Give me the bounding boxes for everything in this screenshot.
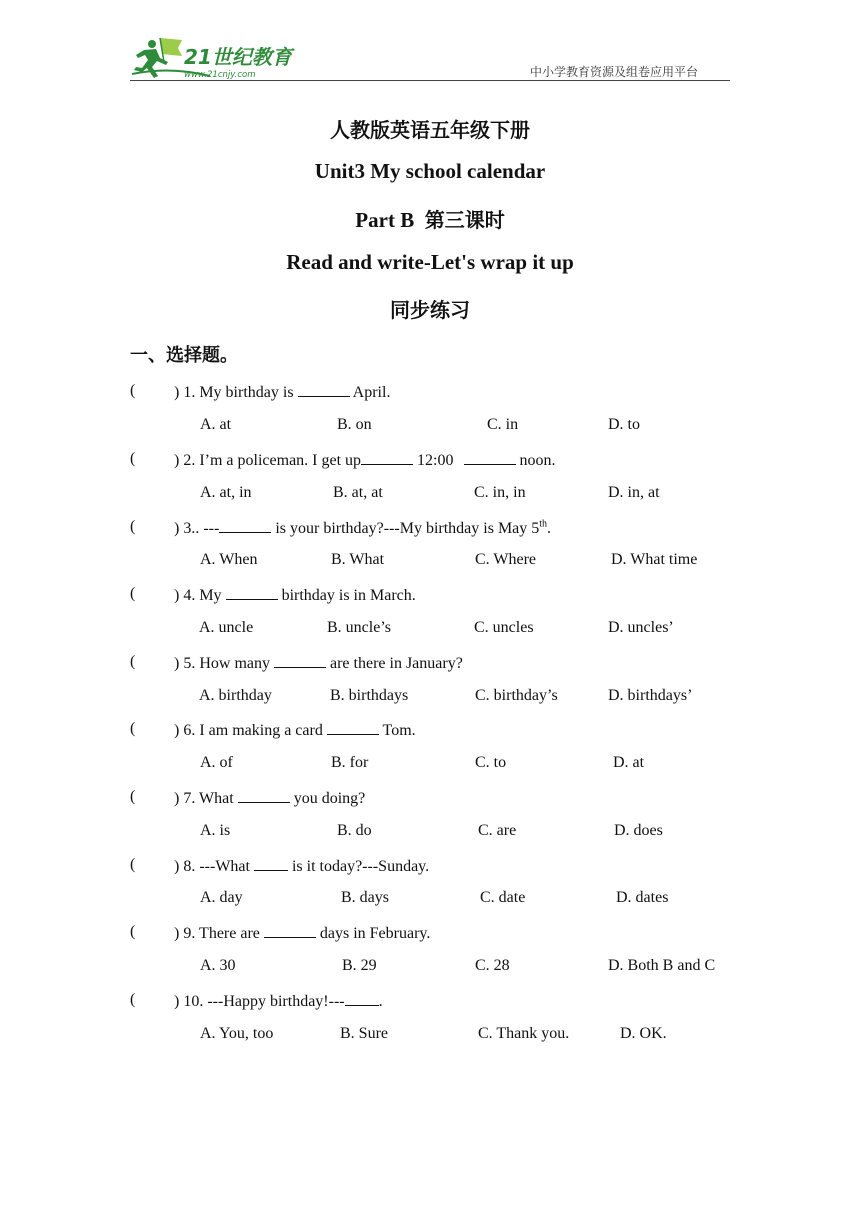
option-d: D. at bbox=[613, 754, 645, 771]
answer-blank[interactable] bbox=[298, 382, 350, 397]
option-b: B. for bbox=[331, 754, 369, 771]
answer-blank[interactable] bbox=[219, 518, 271, 533]
option-a: A. 30 bbox=[200, 957, 236, 974]
option-c: C. in, in bbox=[474, 484, 526, 501]
option-c: C. to bbox=[475, 754, 507, 771]
option-c: C. Where bbox=[475, 551, 537, 568]
answer-paren: ( bbox=[130, 518, 136, 535]
option-b: B. birthdays bbox=[330, 687, 409, 704]
answer-paren: ( bbox=[130, 991, 136, 1008]
answer-blank[interactable] bbox=[361, 450, 413, 465]
svg-text:www.21cnjy.com: www.21cnjy.com bbox=[184, 70, 256, 80]
option-d: D. What time bbox=[611, 551, 698, 568]
option-a: A. day bbox=[200, 889, 243, 906]
option-b: B. uncle’s bbox=[327, 619, 391, 636]
answer-blank[interactable] bbox=[226, 585, 278, 600]
page-header bbox=[130, 30, 730, 82]
option-a: A. birthday bbox=[199, 687, 272, 704]
option-d: D. uncles’ bbox=[608, 619, 674, 636]
logo-21cnjy bbox=[130, 36, 305, 80]
option-d: D. OK. bbox=[620, 1025, 667, 1042]
option-d: D. dates bbox=[616, 889, 669, 906]
title-part bbox=[0, 204, 860, 233]
answer-blank[interactable] bbox=[345, 991, 379, 1006]
svg-text:21世纪教育: 21世纪教育 bbox=[184, 45, 292, 69]
answer-paren: ( bbox=[130, 923, 136, 940]
option-c: C. date bbox=[480, 889, 526, 906]
answer-paren: ( bbox=[130, 382, 136, 399]
title-book: 人教版英语五年级下册 bbox=[330, 118, 530, 142]
answer-paren: ( bbox=[130, 585, 136, 602]
title-part-en: Part B bbox=[355, 208, 415, 232]
answer-blank[interactable] bbox=[238, 788, 290, 803]
header-tagline: 中小学教育资源及组卷应用平台 bbox=[529, 65, 698, 79]
answer-blank[interactable] bbox=[464, 450, 516, 465]
option-c: C. birthday’s bbox=[475, 687, 558, 704]
option-c: C. uncles bbox=[474, 619, 534, 636]
answer-paren: ( bbox=[130, 788, 136, 805]
title-unit: Unit3 My school calendar bbox=[314, 159, 546, 183]
option-b: B. on bbox=[337, 416, 372, 433]
title-part-cn: 第三课时 bbox=[424, 208, 505, 232]
answer-blank[interactable] bbox=[274, 653, 326, 668]
title-lesson: Read and write-Let's wrap it up bbox=[286, 250, 574, 274]
option-b: B. 29 bbox=[342, 957, 377, 974]
option-d: D. does bbox=[614, 822, 663, 839]
section-heading: 一、选择题。 bbox=[130, 345, 238, 366]
option-a: A. at, in bbox=[200, 484, 252, 501]
option-c: C. Thank you. bbox=[478, 1025, 570, 1042]
option-d: D. to bbox=[608, 416, 640, 433]
option-c: C. in bbox=[487, 416, 519, 433]
option-a: A. You, too bbox=[200, 1025, 274, 1042]
option-a: A. of bbox=[200, 754, 233, 771]
option-a: A. uncle bbox=[199, 619, 254, 636]
answer-paren: ( bbox=[130, 856, 136, 873]
option-a: A. is bbox=[200, 822, 231, 839]
option-c: C. 28 bbox=[475, 957, 510, 974]
answer-blank[interactable] bbox=[327, 720, 379, 735]
option-b: B. Sure bbox=[340, 1025, 388, 1042]
option-d: D. Both B and C bbox=[608, 957, 716, 974]
option-d: D. in, at bbox=[608, 484, 660, 501]
option-c: C. are bbox=[478, 822, 517, 839]
answer-paren: ( bbox=[130, 450, 136, 467]
title-practice: 同步练习 bbox=[390, 298, 470, 322]
option-b: B. days bbox=[341, 889, 389, 906]
option-b: B. at, at bbox=[333, 484, 383, 501]
answer-paren: ( bbox=[130, 720, 136, 737]
header-divider bbox=[130, 80, 730, 81]
answer-blank[interactable] bbox=[254, 856, 288, 871]
option-a: A. When bbox=[200, 551, 258, 568]
option-a: A. at bbox=[200, 416, 232, 433]
option-b: B. do bbox=[337, 822, 372, 839]
option-b: B. What bbox=[331, 551, 385, 568]
option-d: D. birthdays’ bbox=[608, 687, 693, 704]
answer-blank[interactable] bbox=[264, 923, 316, 938]
answer-paren: ( bbox=[130, 653, 136, 670]
